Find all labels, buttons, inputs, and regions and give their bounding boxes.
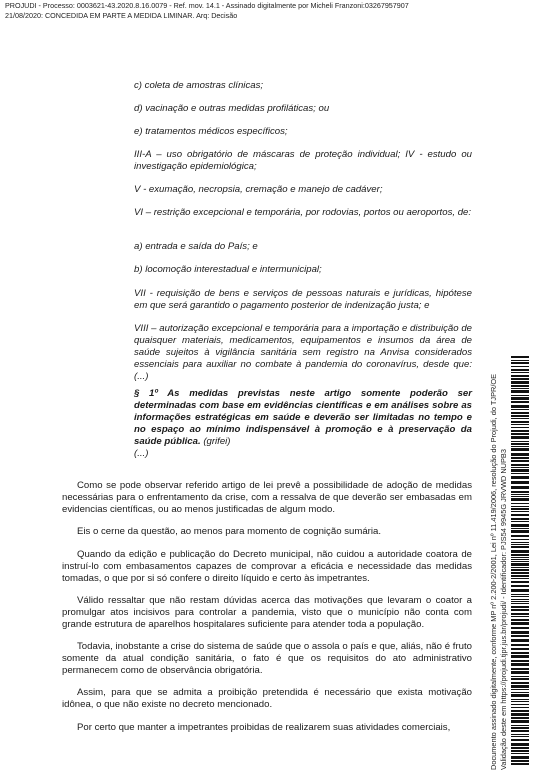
- document-header: [5, 1, 409, 21]
- quote-paragraph-1: [134, 388, 472, 448]
- quote-item-vii: VII - requisição de bens e serviços de pessoas naturais e jurídicas, hipótese em que será garantido o pagamento posterior de indenização justa; e: [134, 288, 472, 311]
- barcode-image: [510, 0, 530, 768]
- quote-item-c: c) coleta de amostras clínicas;: [134, 80, 264, 91]
- header-line-2: 21/08/2020: CONCEDIDA EM PARTE A MEDIDA LIMINAR. Arq: Decisão: [5, 11, 238, 20]
- quote-item-d: d) vacinação e outras medidas profiláticas; ou: [134, 103, 330, 114]
- quote-item-vi: VI – restrição excepcional e temporária, por rodovias, portos ou aeroportos, de:: [134, 207, 472, 218]
- body-paragraph-4: Válido ressaltar que não restam dúvidas acerca das motivações que levaram o coator a promulgar atos incisivos para controlar a pandemia, visto que o município não conta com grande estrutura de aparelhos hospitalares suficiente para atender toda a população.: [62, 595, 472, 630]
- quote-item-vi-a: a) entrada e saída do País; e: [134, 241, 258, 252]
- quote-item-e: e) tratamentos médicos específicos;: [134, 126, 288, 137]
- quote-ellipsis: (...): [134, 448, 149, 459]
- quote-item-v: V - exumação, necropsia, cremação e manejo de cadáver;: [134, 184, 383, 195]
- header-line-1: PROJUDI - Processo: 0003621-43.2020.8.16.0079 - Ref. mov. 14.1 - Assinado digitalmente por Micheli Franzoni:03267957907: [5, 1, 409, 10]
- body-paragraph-6: Assim, para que se admita a proibição pretendida é necessário que exista motivação idônea, o que não existe no decreto mencionado.: [62, 687, 472, 710]
- quote-item-viii: VIII – autorização excepcional e temporária para a importação e distribuição de quaisquer materiais, medicamentos, equipamentos e insumos da área de saúde sujeitos à vigilância sanitária sem registro na Anvisa considerados essenciais para auxiliar no combate à pandemia do coronavírus, desde que: (...): [134, 323, 472, 382]
- body-paragraph-7: Por certo que manter a impetrantes proibidas de realizarem suas atividades comerciais,: [77, 722, 451, 733]
- quote-paragraph-1-bold: § 1º As medidas previstas neste artigo somente poderão ser determinadas com base em evidências científicas e em análises sobre as informações estratégicas em saúde e deverão ser limitadas no tempo e no espaço ao mínimo indispensável à promoção e à preservação da saúde pública.: [134, 388, 472, 447]
- sidebar-line-2: Validação deste em https://projudi.tjpr.jus.br/projudi/ - Identificador: PJS54 9945G JRVWD NUPB3: [499, 449, 508, 770]
- body-paragraph-1: Como se pode observar referido artigo de lei prevê a possibilidade de adoção de medidas necessárias para o enfrentamento da crise, com a ressalva de que deverão ser embasadas em evidencias científicas, ou ao menos justificadas de algum modo.: [62, 480, 472, 515]
- quote-paragraph-1-tail: (grifei): [200, 436, 231, 447]
- sidebar-line-1: Documento assinado digitalmente, conforme MP nº 2.200-2/2001, Lei nº 11.419/2006, resolução do Projudi, do TJPR/OE: [489, 373, 498, 770]
- body-paragraph-3: Quando da edição e publicação do Decreto municipal, não cuidou a autoridade coatora de instruí-lo com embasamentos capazes de comprovar a eficácia e necessidade das medidas tomadas, o que por si só confere o direito líquido e certo às impetrantes.: [62, 549, 472, 584]
- quote-item-iii-a: III-A – uso obrigatório de máscaras de proteção individual; IV - estudo ou investigação epidemiológica;: [134, 149, 472, 172]
- quote-item-vi-b: b) locomoção interestadual e intermunicipal;: [134, 264, 322, 275]
- body-paragraph-2: Eis o cerne da questão, ao menos para momento de cognição sumária.: [77, 526, 381, 537]
- body-paragraph-5: Todavia, inobstante a crise do sistema de saúde que o assola o país e que, aliás, não é fruto somente da atual condição sanitária, o fato é que os requisitos do ato administrativo permanecem como de observância obrigatória.: [62, 641, 472, 676]
